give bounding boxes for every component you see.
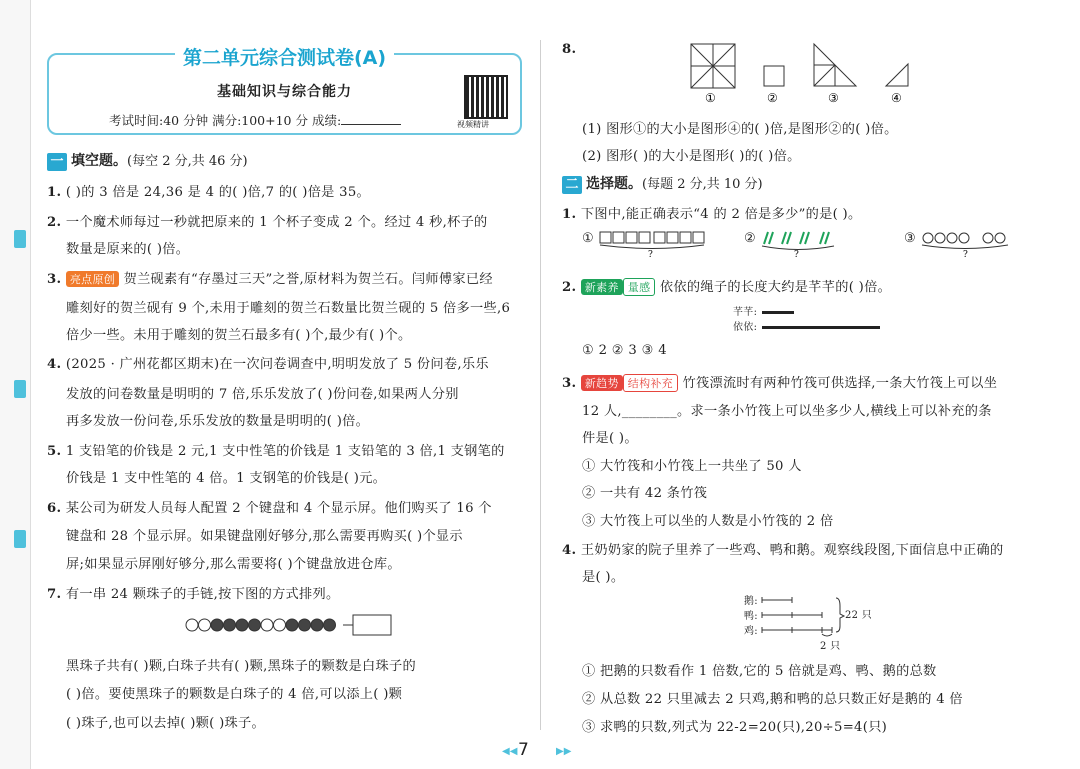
shape-label: ③ (828, 91, 839, 104)
white-bead (199, 619, 211, 631)
section-multiple-choice: 二 选择题。(每题 2 分,共 10 分) (562, 173, 763, 194)
question-text: ① 把鹅的只数看作 1 倍数,它的 5 倍就是鸡、鸭、鹅的总数 (582, 664, 937, 679)
question-line (582, 455, 802, 474)
question-line (582, 660, 937, 679)
question-text: 数量是原来的( )倍。 (66, 242, 190, 257)
shape-label: ② (767, 91, 778, 104)
question-text: 12 人,________。求一条小竹筏上可以坐多少人,横线上可以补充的条 (582, 404, 992, 419)
seg-extra-label: 2 只 (820, 641, 841, 652)
question-text: 是( )。 (582, 570, 625, 585)
question-line (66, 324, 411, 343)
question-number: 7. (47, 587, 62, 602)
question-line (562, 372, 997, 392)
black-bead (249, 619, 261, 631)
white-bead (186, 619, 198, 631)
question-line (47, 497, 492, 516)
black-bead (286, 619, 298, 631)
exam-info: 考试时间:40 分钟 满分:100+10 分 成绩: (109, 111, 401, 129)
question-line (582, 343, 667, 358)
question-line (66, 553, 401, 572)
white-bead (274, 619, 286, 631)
edge-tab (14, 380, 26, 398)
black-bead (224, 619, 236, 631)
question-line (66, 410, 369, 429)
question-line (582, 688, 963, 707)
question-line (47, 268, 493, 287)
section-fill-blank: 一 填空题。(每空 2 分,共 46 分) (47, 150, 248, 171)
question-line (66, 655, 416, 674)
question-text: 竹筏漂流时有两种竹筏可供选择,一条大竹筏上可以坐 (682, 376, 998, 391)
question-line (66, 525, 463, 544)
question-text: 发放的问卷数量是明明的 7 倍,乐乐发放了( )份问卷,如果两人分别 (66, 387, 459, 402)
question-text: (2025 · 广州花都区期末)在一次问卷调查中,明明发放了 5 份问卷,乐乐 (65, 357, 489, 372)
prev-page-icon[interactable]: ◀◀ (502, 746, 518, 757)
question-text: ( )珠子,也可以去掉( )颗( )珠子。 (66, 716, 265, 731)
question-line (66, 238, 189, 257)
q1-option-2-diagram (760, 230, 840, 258)
question-number: 3. (562, 376, 577, 391)
rope-yiyi (762, 326, 880, 329)
q1-option-3-diagram (920, 230, 1014, 258)
question-line (47, 211, 488, 230)
question-line (582, 482, 707, 501)
bead-chain (185, 612, 395, 638)
question-line (66, 383, 459, 402)
question-text: ② 一共有 42 条竹筏 (582, 486, 708, 501)
seg-label-goose: 鹅: (744, 596, 758, 607)
page-title: 第二单元综合测试卷(A) (49, 43, 520, 70)
question-number: 1. (562, 207, 577, 222)
question-number: 2. (47, 215, 62, 230)
black-bead (299, 619, 311, 631)
question-line (562, 539, 1003, 558)
question-text: ③ 求鸭的只数,列式为 22-2=20(只),20÷5=4(只) (582, 720, 888, 735)
question-number: 4. (562, 543, 577, 558)
question-line (66, 297, 510, 316)
question-text: ① 大竹筏和小竹筏上一共坐了 50 人 (582, 459, 802, 474)
question-line (66, 683, 402, 702)
question-text: ( )的 3 倍是 24,36 是 4 的( )倍,7 的( )倍是 35。 (65, 185, 371, 200)
question-text: 黑珠子共有( )颗,白珠子共有( )颗,黑珠子的颗数是白珠子的 (66, 659, 416, 674)
q1-option-2-label: ② (744, 231, 757, 246)
edge-tab (14, 530, 26, 548)
question-text: ② 从总数 22 只里减去 2 只鸡,鹅和鸭的总只数正好是鹅的 4 倍 (582, 692, 963, 707)
question-text: 雕刻好的贺兰砚有 9 个,未用于雕刻的贺兰石数量比贺兰砚的 5 倍多一些,6 (66, 301, 511, 316)
question-line (66, 467, 386, 486)
question-line (47, 353, 489, 372)
question-number: 6. (47, 501, 62, 516)
binding-edge (0, 0, 31, 769)
question-text: 1 支铅笔的价钱是 2 元,1 支中性笔的价钱是 1 支铅笔的 3 倍,1 支钢笔的 (65, 444, 505, 459)
question-line (562, 203, 862, 222)
question-text: 下图中,能正确表示“4 的 2 倍是多少”的是( )。 (580, 207, 862, 222)
white-bead (261, 619, 273, 631)
question-number: 4. (47, 357, 62, 372)
black-bead (311, 619, 323, 631)
svg-text:?: ? (963, 250, 968, 258)
next-page-icon[interactable]: ▶▶ (556, 746, 572, 757)
question-text: ( )倍。要使黑珠子的颗数是白珠子的 4 倍,可以添上( )颗 (66, 687, 403, 702)
page-number: 7 (518, 740, 529, 760)
seg-label-duck: 鸭: (744, 611, 758, 622)
rope-label-qianqian: 芊芊: (733, 307, 758, 318)
question-number: 1. (47, 185, 62, 200)
question-line (582, 427, 638, 446)
black-bead (236, 619, 248, 631)
shapes-figure (688, 42, 918, 104)
question-text: 依依的绳子的长度大约是芊芊的( )倍。 (659, 280, 892, 295)
black-bead (211, 619, 223, 631)
question-8-number: 8. (562, 42, 577, 57)
question-line (582, 400, 992, 419)
question-text: 贺兰砚素有“存墨过三天”之誉,原材料为贺兰石。闫师傅家已经 (123, 272, 493, 287)
svg-text:?: ? (794, 250, 799, 258)
question-line (66, 712, 265, 731)
question-line (582, 716, 887, 735)
category-badge-sub: 量感 (623, 278, 656, 296)
question-text: 件是( )。 (582, 431, 638, 446)
column-divider (540, 40, 541, 730)
question-line (582, 566, 624, 585)
q1-option-1-label: ① (582, 231, 595, 246)
question-text: ③ 大竹筏上可以坐的人数是小竹筏的 2 倍 (582, 514, 834, 529)
edge-tab (14, 230, 26, 248)
question-text: 一个魔术师每过一秒就把原来的 1 个杯子变成 2 个。经过 4 秒,杯子的 (65, 215, 488, 230)
rope-qianqian (762, 311, 794, 314)
q1-option-3-label: ③ (904, 231, 917, 246)
question-line (582, 510, 833, 529)
question-number: 5. (47, 444, 62, 459)
question-text: 再多发放一份问卷,乐乐发放的数量是明明的( )倍。 (66, 414, 370, 429)
question-number: 3. (47, 272, 62, 287)
question-number: 2. (562, 280, 577, 295)
shape-label: ① (705, 91, 716, 104)
question-text: ① 2 ② 3 ③ 4 (582, 343, 667, 358)
qr-code-icon[interactable] (464, 75, 508, 119)
black-bead (324, 619, 336, 631)
category-badge: 新素养 (581, 279, 623, 295)
question-text: 有一串 24 颗珠子的手链,按下图的方式排列。 (65, 587, 340, 602)
question-text: 倍少一些。未用于雕刻的贺兰石最多有( )个,最少有( )个。 (66, 328, 412, 343)
question-line (562, 276, 891, 296)
question-line (47, 440, 505, 459)
rope-label-yiyi: 依依: (733, 322, 758, 333)
question-text: 键盘和 28 个显示屏。如果键盘刚好够分,那么需要再购买( )个显示 (66, 529, 463, 544)
q8-line-2: (2) 图形( )的大小是图形( )的( )倍。 (582, 149, 801, 164)
question-text: 王奶奶家的院子里养了一些鸡、鸭和鹅。观察线段图,下面信息中正确的 (580, 543, 1004, 558)
category-badge: 新趋势 (581, 375, 623, 391)
page-subtitle: 基础知识与综合能力 (217, 84, 352, 100)
category-badge-sub: 结构补充 (623, 374, 678, 392)
highlight-badge: 亮点原创 (66, 271, 119, 287)
header-box (47, 47, 522, 135)
q1-option-1-diagram (598, 230, 710, 258)
question-text: 价钱是 1 支中性笔的 4 倍。1 支钢笔的价钱是( )元。 (66, 471, 387, 486)
svg-text:?: ? (648, 250, 653, 258)
qr-label: 视频精讲 (457, 120, 489, 129)
seg-total-label: 22 只 (845, 610, 873, 621)
q8-line-1: (1) 图形①的大小是图形④的( )倍,是图形②的( )倍。 (582, 122, 898, 137)
question-text: 某公司为研发人员每人配置 2 个键盘和 4 个显示屏。他们购买了 16 个 (65, 501, 492, 516)
question-line (47, 583, 340, 602)
question-text: 屏;如果显示屏刚好够分,那么需要将( )个键盘放进仓库。 (66, 557, 401, 572)
shape-label: ④ (891, 91, 902, 104)
question-line (47, 181, 370, 200)
seg-label-chicken: 鸡: (744, 626, 758, 637)
